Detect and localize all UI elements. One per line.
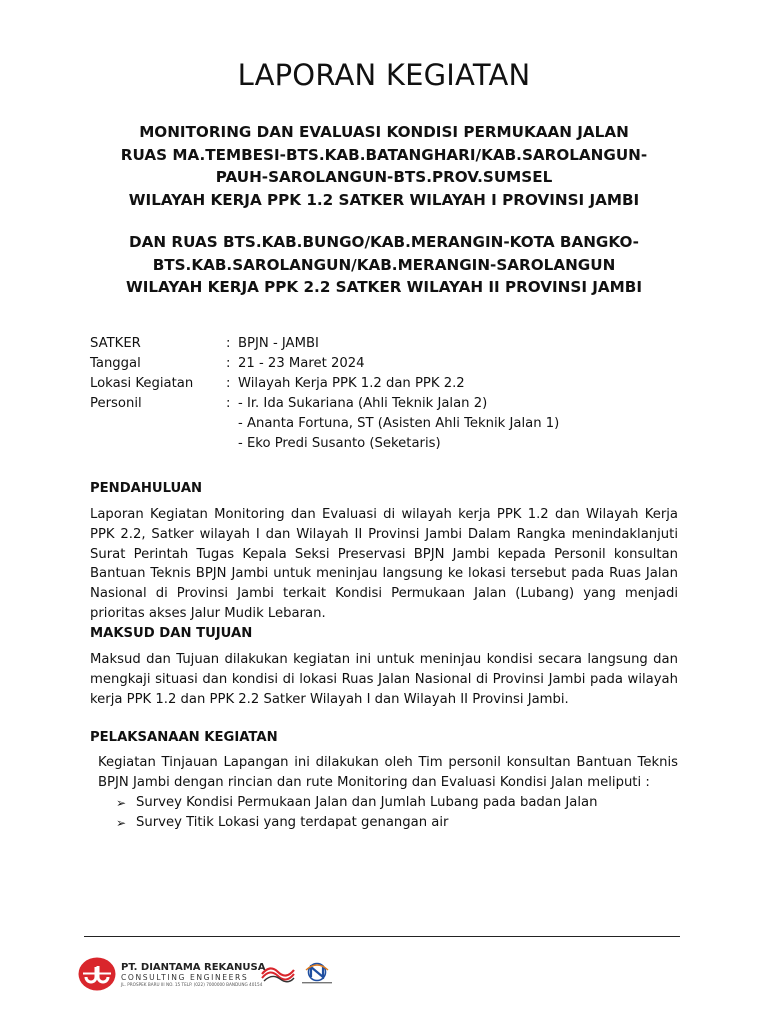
- document-title: LAPORAN KEGIATAN: [237, 58, 531, 92]
- info-colon: :: [226, 356, 231, 371]
- subtitle-line: MONITORING DAN EVALUASI KONDISI PERMUKAAN JALAN: [139, 123, 629, 141]
- subtitle-line: BTS.KAB.SAROLANGUN/KAB.MERANGIN-SAROLANGUN: [152, 255, 616, 274]
- info-value: BPJN - JAMBI: [238, 336, 319, 351]
- info-label: SATKER: [90, 336, 141, 351]
- info-label: Personil: [90, 396, 142, 411]
- bullet-list: [116, 793, 597, 833]
- subtitle-line: RUAS MA.TEMBESI-BTS.KAB.BATANGHARI/KAB.SAROLANGUN-: [120, 145, 648, 164]
- info-value: Wilayah Kerja PPK 1.2 dan PPK 2.2: [238, 376, 465, 391]
- info-label: Lokasi Kegiatan: [90, 376, 194, 391]
- arrow-bullet-icon: ➢: [116, 816, 127, 830]
- partner-logo-icon: [298, 962, 336, 986]
- section-heading-pelaksanaan: PELAKSANAAN KEGIATAN: [90, 730, 278, 745]
- company-subtitle: CONSULTING ENGINEERS: [121, 973, 249, 982]
- company-address: JL. PROSPEK BARU III NO. 15 TELP. (022) 7000000 BANDUNG 40154: [121, 982, 263, 987]
- info-colon: :: [226, 336, 231, 351]
- list-item: [116, 793, 597, 813]
- info-colon: :: [226, 376, 231, 391]
- paragraph-pelaksanaan: Kegiatan Tinjauan Lapangan ini dilakukan oleh Tim personil konsultan Bantuan Teknis BPJN Jambi dengan rincian dan rute Monitoring dan Evaluasi Kondisi Jalan meliputi :: [98, 755, 678, 790]
- personil-item: - Ananta Fortuna, ST (Asisten Ahli Teknik Jalan 1): [238, 416, 560, 431]
- info-row-personil: [90, 394, 559, 414]
- arrow-bullet-icon: ➢: [116, 796, 127, 810]
- company-name: PT. DIANTAMA REKANUSA: [121, 962, 266, 973]
- info-row-tanggal: [90, 354, 559, 374]
- ministry-wave-logo-icon: [260, 962, 298, 984]
- info-row-personil-3: [90, 434, 559, 454]
- paragraph-pendahuluan: Laporan Kegiatan Monitoring dan Evaluasi di wilayah kerja PPK 1.2 dan Wilayah Kerja PPK 2.2, Satker wilayah I dan Wilayah II Provinsi Jambi Dalam Rangka menindaklanjuti Surat Perintah Tugas Kepala Seksi Preservasi BPJN Jambi kepada Personil konsultan Bantuan Teknis BPJN Jambi untuk meninjau langsung ke lokasi tersebut pada Ruas Jalan Nasional di Provinsi Jambi terkait Kondisi Permukaan Jalan (Lubang) yang menjadi prioritas akses Jalur Mudik Lebaran.: [90, 507, 678, 621]
- subtitle-block-1: [60, 121, 708, 211]
- subtitle-line: WILAYAH KERJA PPK 1.2 SATKER WILAYAH I PROVINSI JAMBI: [128, 190, 640, 209]
- personil-item: - Ir. Ida Sukariana (Ahli Teknik Jalan 2): [238, 396, 488, 411]
- subtitle-line: DAN RUAS BTS.KAB.BUNGO/KAB.MERANGIN-KOTA BANGKO-: [129, 233, 639, 251]
- info-table: [90, 334, 559, 454]
- list-item: [116, 813, 597, 833]
- footer-divider: [84, 936, 680, 937]
- section-heading-pendahuluan: PENDAHULUAN: [90, 481, 203, 496]
- info-value: 21 - 23 Maret 2024: [238, 356, 365, 371]
- personil-item: - Eko Predi Susanto (Seketaris): [238, 436, 441, 451]
- company-logo-icon: [78, 957, 116, 991]
- subtitle-line: WILAYAH KERJA PPK 2.2 SATKER WILAYAH II PROVINSI JAMBI: [125, 278, 643, 296]
- info-label: Tanggal: [90, 356, 141, 371]
- info-row-personil-2: [90, 414, 559, 434]
- list-item-text: Survey Kondisi Permukaan Jalan dan Jumlah Lubang pada badan Jalan: [136, 795, 598, 810]
- paragraph-maksud: Maksud dan Tujuan dilakukan kegiatan ini untuk meninjau kondisi secara langsung dan mengkaji situasi dan kondisi di lokasi Ruas Jalan Nasional di Provinsi Jambi pada wilayah kerja PPK 1.2 dan PPK 2.2 Satker Wilayah I dan Wilayah II Provinsi Jambi.: [90, 652, 678, 707]
- section-heading-maksud: MAKSUD DAN TUJUAN: [90, 626, 253, 641]
- info-row-satker: [90, 334, 559, 354]
- list-item-text: Survey Titik Lokasi yang terdapat genangan air: [136, 815, 449, 830]
- info-colon: :: [226, 396, 231, 411]
- company-block: [121, 962, 265, 988]
- subtitle-line: PAUH-SAROLANGUN-BTS.PROV.SUMSEL: [215, 168, 553, 186]
- subtitle-block-2: [60, 231, 708, 299]
- info-row-lokasi: [90, 374, 559, 394]
